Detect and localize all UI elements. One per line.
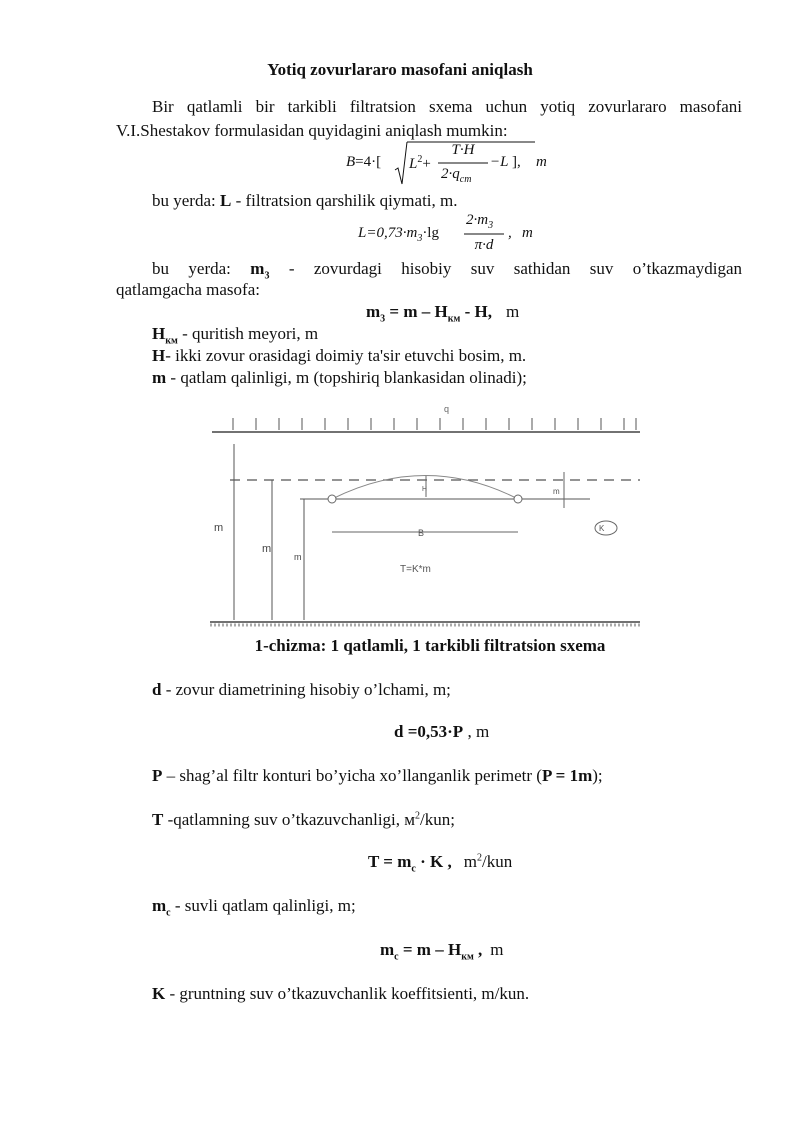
formula-b-L: L: [409, 156, 418, 172]
formula-m3: [366, 302, 519, 324]
formula-m3-rest: - H,: [460, 302, 492, 321]
K1-label: K: [599, 524, 605, 533]
formula-mc-unit: m: [490, 940, 504, 959]
formula-d-lhs: d =0,53·P: [394, 722, 464, 741]
filtration-diagram: [200, 400, 650, 632]
formula-m3-mid: = m – H: [385, 302, 448, 321]
formula-l-unit: m: [522, 225, 533, 241]
def-L-sym: L: [219, 191, 232, 210]
formula-b-L-sup: 2: [417, 154, 423, 165]
def-Hkm-text: - quritish meyori, m: [177, 324, 319, 343]
infiltration-arrows: [233, 418, 636, 430]
formula-b-minus-L: −L: [490, 154, 509, 170]
def-Hkm-sub: км: [165, 335, 178, 347]
formula-m3-unit: m: [505, 302, 520, 321]
formula-l-comma: ,: [508, 225, 512, 241]
def-mc-text: - suvli qatlam qalinligi, m;: [170, 896, 356, 915]
def-Hkm: [152, 324, 318, 346]
def-d: [152, 680, 451, 700]
def-m3-line-2: qatlamgacha masofa:: [116, 280, 260, 299]
formula-b-frac-den-sub: cm: [459, 174, 472, 185]
formula-T-lhs: T = m: [368, 852, 412, 871]
mc-label: m: [294, 552, 302, 562]
def-P-value: P = 1m: [541, 766, 593, 785]
def-m-text: - qatlam qalinligi, m (topshiriq blankasidan olinadi);: [166, 368, 527, 387]
def-L-text: - filtratsion qarshilik qiymati, m.: [231, 191, 458, 210]
def-m3-sub: 3: [264, 270, 270, 282]
formula-T-sup: 2: [476, 852, 482, 864]
def-P-sym: P: [152, 766, 163, 785]
def-P: [152, 766, 603, 786]
def-mc: [152, 896, 356, 918]
formula-mc-sub2: км: [461, 951, 474, 963]
def-K: [152, 984, 529, 1004]
def-L: [152, 191, 458, 211]
def-H-sym: H: [152, 346, 166, 365]
def-mc-sym: m: [152, 896, 167, 915]
def-P-text: – shag’al filtr konturi bo’yicha xo’llanganlik perimetr (: [162, 766, 542, 785]
m0-label: m: [553, 487, 560, 496]
def-T-text: -qatlamning suv o’tkazuvchanligi, м: [163, 810, 416, 829]
formula-mc-tail: ,: [473, 940, 483, 959]
formula-b-close: ],: [512, 154, 521, 170]
B-label: B: [418, 528, 425, 538]
formula-T-unit: m: [463, 852, 477, 871]
H-label: H: [422, 486, 428, 493]
formula-mc-sub: c: [394, 951, 399, 963]
formula-l-lhs: L: [358, 225, 367, 241]
formula-mc-lhs: m: [380, 940, 395, 959]
T-label: T=K*m: [400, 564, 431, 575]
formula-T: [368, 852, 512, 874]
q-label: q: [444, 404, 450, 414]
def-d-text: - zovur diametrining hisobiy o’lchami, m;: [161, 680, 451, 699]
def-T-sup: 2: [415, 810, 421, 822]
formula-d: [394, 722, 489, 742]
def-d-sym: d: [152, 680, 162, 699]
def-K-sym: K: [152, 984, 166, 1003]
formula-l-frac-num-sub: 3: [488, 220, 494, 231]
page-title: Yotiq zovurlararo masofani aniqlash: [267, 60, 533, 79]
formula-l: [358, 212, 558, 260]
def-m3-rest: - zovurdagi hisobiy suv sathidan suv o’tkazmaydigan: [269, 259, 742, 278]
formula-b-frac-num: T·H: [451, 142, 475, 158]
formula-l-lg: ·lg: [422, 225, 439, 241]
formula-l-frac-den: π·d: [474, 237, 494, 253]
formula-l-frac-num: 2·m: [466, 212, 489, 228]
formula-l-sub: 3: [417, 233, 423, 244]
drain-left: [328, 495, 336, 503]
formula-b-plus: +: [422, 156, 431, 172]
formula-b-frac-den: 2·q: [441, 166, 460, 182]
def-m3-prefix: bu yerda:: [152, 259, 251, 278]
def-L-prefix: bu yerda:: [152, 191, 220, 210]
def-H-text: - ikki zovur orasidagi doimiy ta'sir etuvchi bosim, m.: [165, 346, 527, 365]
formula-b: [346, 140, 566, 190]
def-m3-line-1: [152, 259, 742, 281]
def-P-close: );: [592, 766, 603, 785]
def-m-sym: m: [152, 368, 167, 387]
def-m: [152, 368, 527, 388]
def-m3-sym: m: [250, 259, 265, 278]
intro-line-1: Bir qatlamli bir tarkibli filtratsion sxema uchun yotiq zovurlararo masofani: [152, 97, 742, 116]
formula-b-eq: =4·[: [355, 154, 382, 170]
formula-mc: [380, 940, 504, 962]
formula-d-unit: , m: [463, 722, 490, 741]
formula-l-frac-bar: [464, 233, 504, 235]
m-label: m: [262, 543, 272, 555]
formula-T-sub: c: [411, 863, 416, 875]
def-T-sym: T: [152, 810, 164, 829]
formula-T-rest: · K ,: [415, 852, 452, 871]
sqrt-sign: [394, 140, 408, 188]
formula-mc-mid: = m – H: [398, 940, 462, 959]
def-K-text: - gruntning suv o’tkazuvchanlik koeffitsienti, m/kun.: [165, 984, 530, 1003]
intro-line-2: V.I.Shestakov formulasidan quyidagini aniqlash mumkin:: [116, 121, 508, 140]
formula-b-lhs: B: [346, 154, 356, 170]
formula-m3-lhs: m: [366, 302, 381, 321]
def-T: [152, 810, 455, 830]
figure-caption: 1-chizma: 1 qatlamli, 1 tarkibli filtratsion sxema: [254, 636, 606, 655]
formula-T-unit-tail: /kun: [481, 852, 513, 871]
def-Hkm-sym: H: [152, 324, 166, 343]
formula-b-unit: m: [536, 154, 547, 170]
def-mc-sub: c: [166, 907, 171, 919]
formula-m3-lhs-sub: 3: [380, 313, 386, 325]
def-H: [152, 346, 526, 366]
def-T-tail: /kun;: [420, 810, 455, 829]
formula-b-frac-bar: [438, 162, 488, 164]
drain-right: [514, 495, 522, 503]
formula-m3-mid-sub: км: [447, 313, 461, 325]
m1-label: m: [214, 522, 224, 534]
formula-l-eq: =0,73·m: [366, 225, 418, 241]
